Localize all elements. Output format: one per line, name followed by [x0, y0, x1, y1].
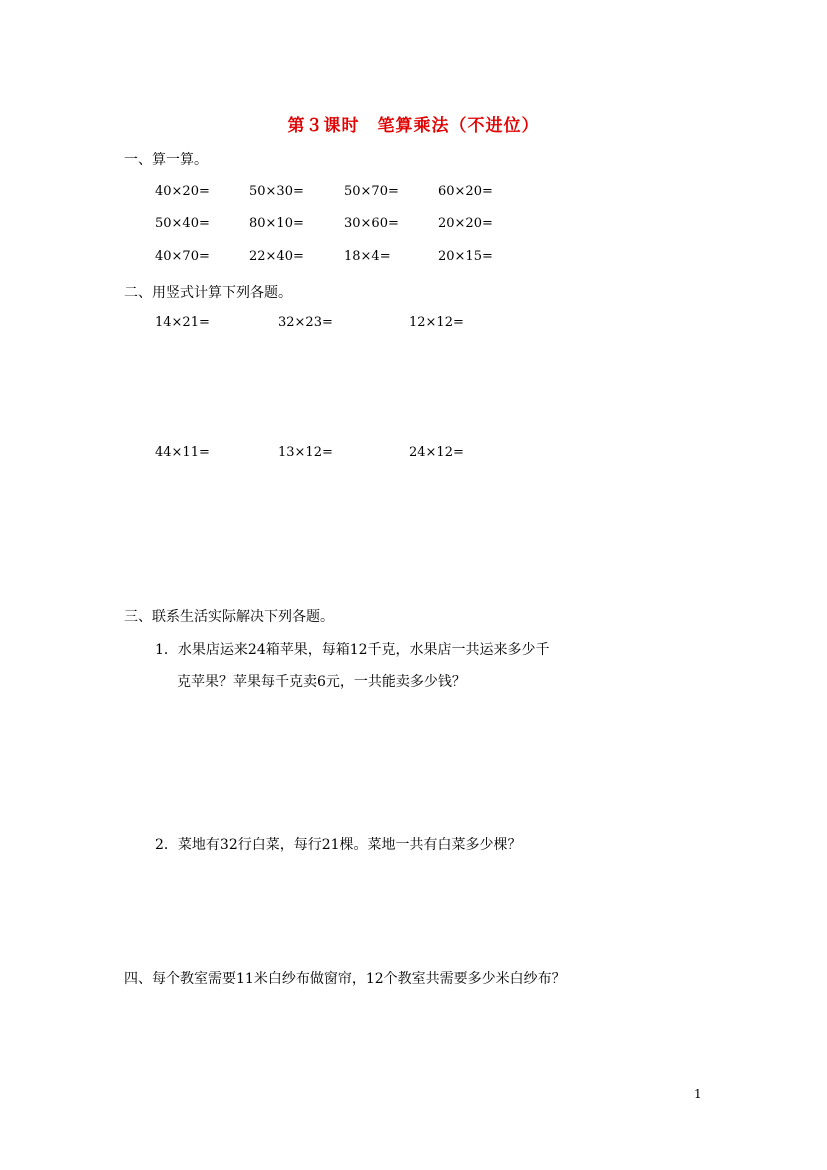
question-2: 2．菜地有32行白菜，每行21棵。菜地一共有白菜多少棵？	[155, 837, 522, 853]
problem: 50×70=	[344, 184, 399, 199]
problem: 24×12=	[409, 445, 464, 460]
problem: 44×11=	[155, 445, 210, 460]
problem: 20×20=	[438, 216, 493, 231]
page-title: 第３课时 笔算乘法（不进位）	[287, 116, 540, 136]
question-1-line-1: 1．水果店运来24箱苹果，每箱12千克，水果店一共运来多少千	[155, 642, 550, 658]
problem: 50×30=	[249, 184, 304, 199]
section4-heading: 四、每个教室需要11米白纱布做窗帘，12个教室共需要多少米白纱布？	[124, 971, 566, 987]
problem: 14×21=	[155, 315, 210, 330]
problem: 30×60=	[344, 216, 399, 231]
problem: 12×12=	[409, 315, 464, 330]
section2-heading: 二、用竖式计算下列各题。	[124, 285, 292, 301]
problem: 18×4=	[344, 249, 391, 264]
page-number: 1	[694, 1087, 702, 1101]
problem: 20×15=	[438, 249, 493, 264]
problem: 60×20=	[438, 184, 493, 199]
question-1-line-2: 克苹果？苹果每千克卖6元，一共能卖多少钱？	[177, 674, 466, 690]
section1-heading: 一、算一算。	[124, 152, 208, 168]
problem: 50×40=	[155, 216, 210, 231]
problem: 13×12=	[278, 445, 333, 460]
problem: 40×70=	[155, 249, 210, 264]
section3-heading: 三、联系生活实际解决下列各题。	[124, 609, 334, 625]
problem: 22×40=	[249, 249, 304, 264]
problem: 32×23=	[278, 315, 333, 330]
problem: 80×10=	[249, 216, 304, 231]
problem: 40×20=	[155, 184, 210, 199]
